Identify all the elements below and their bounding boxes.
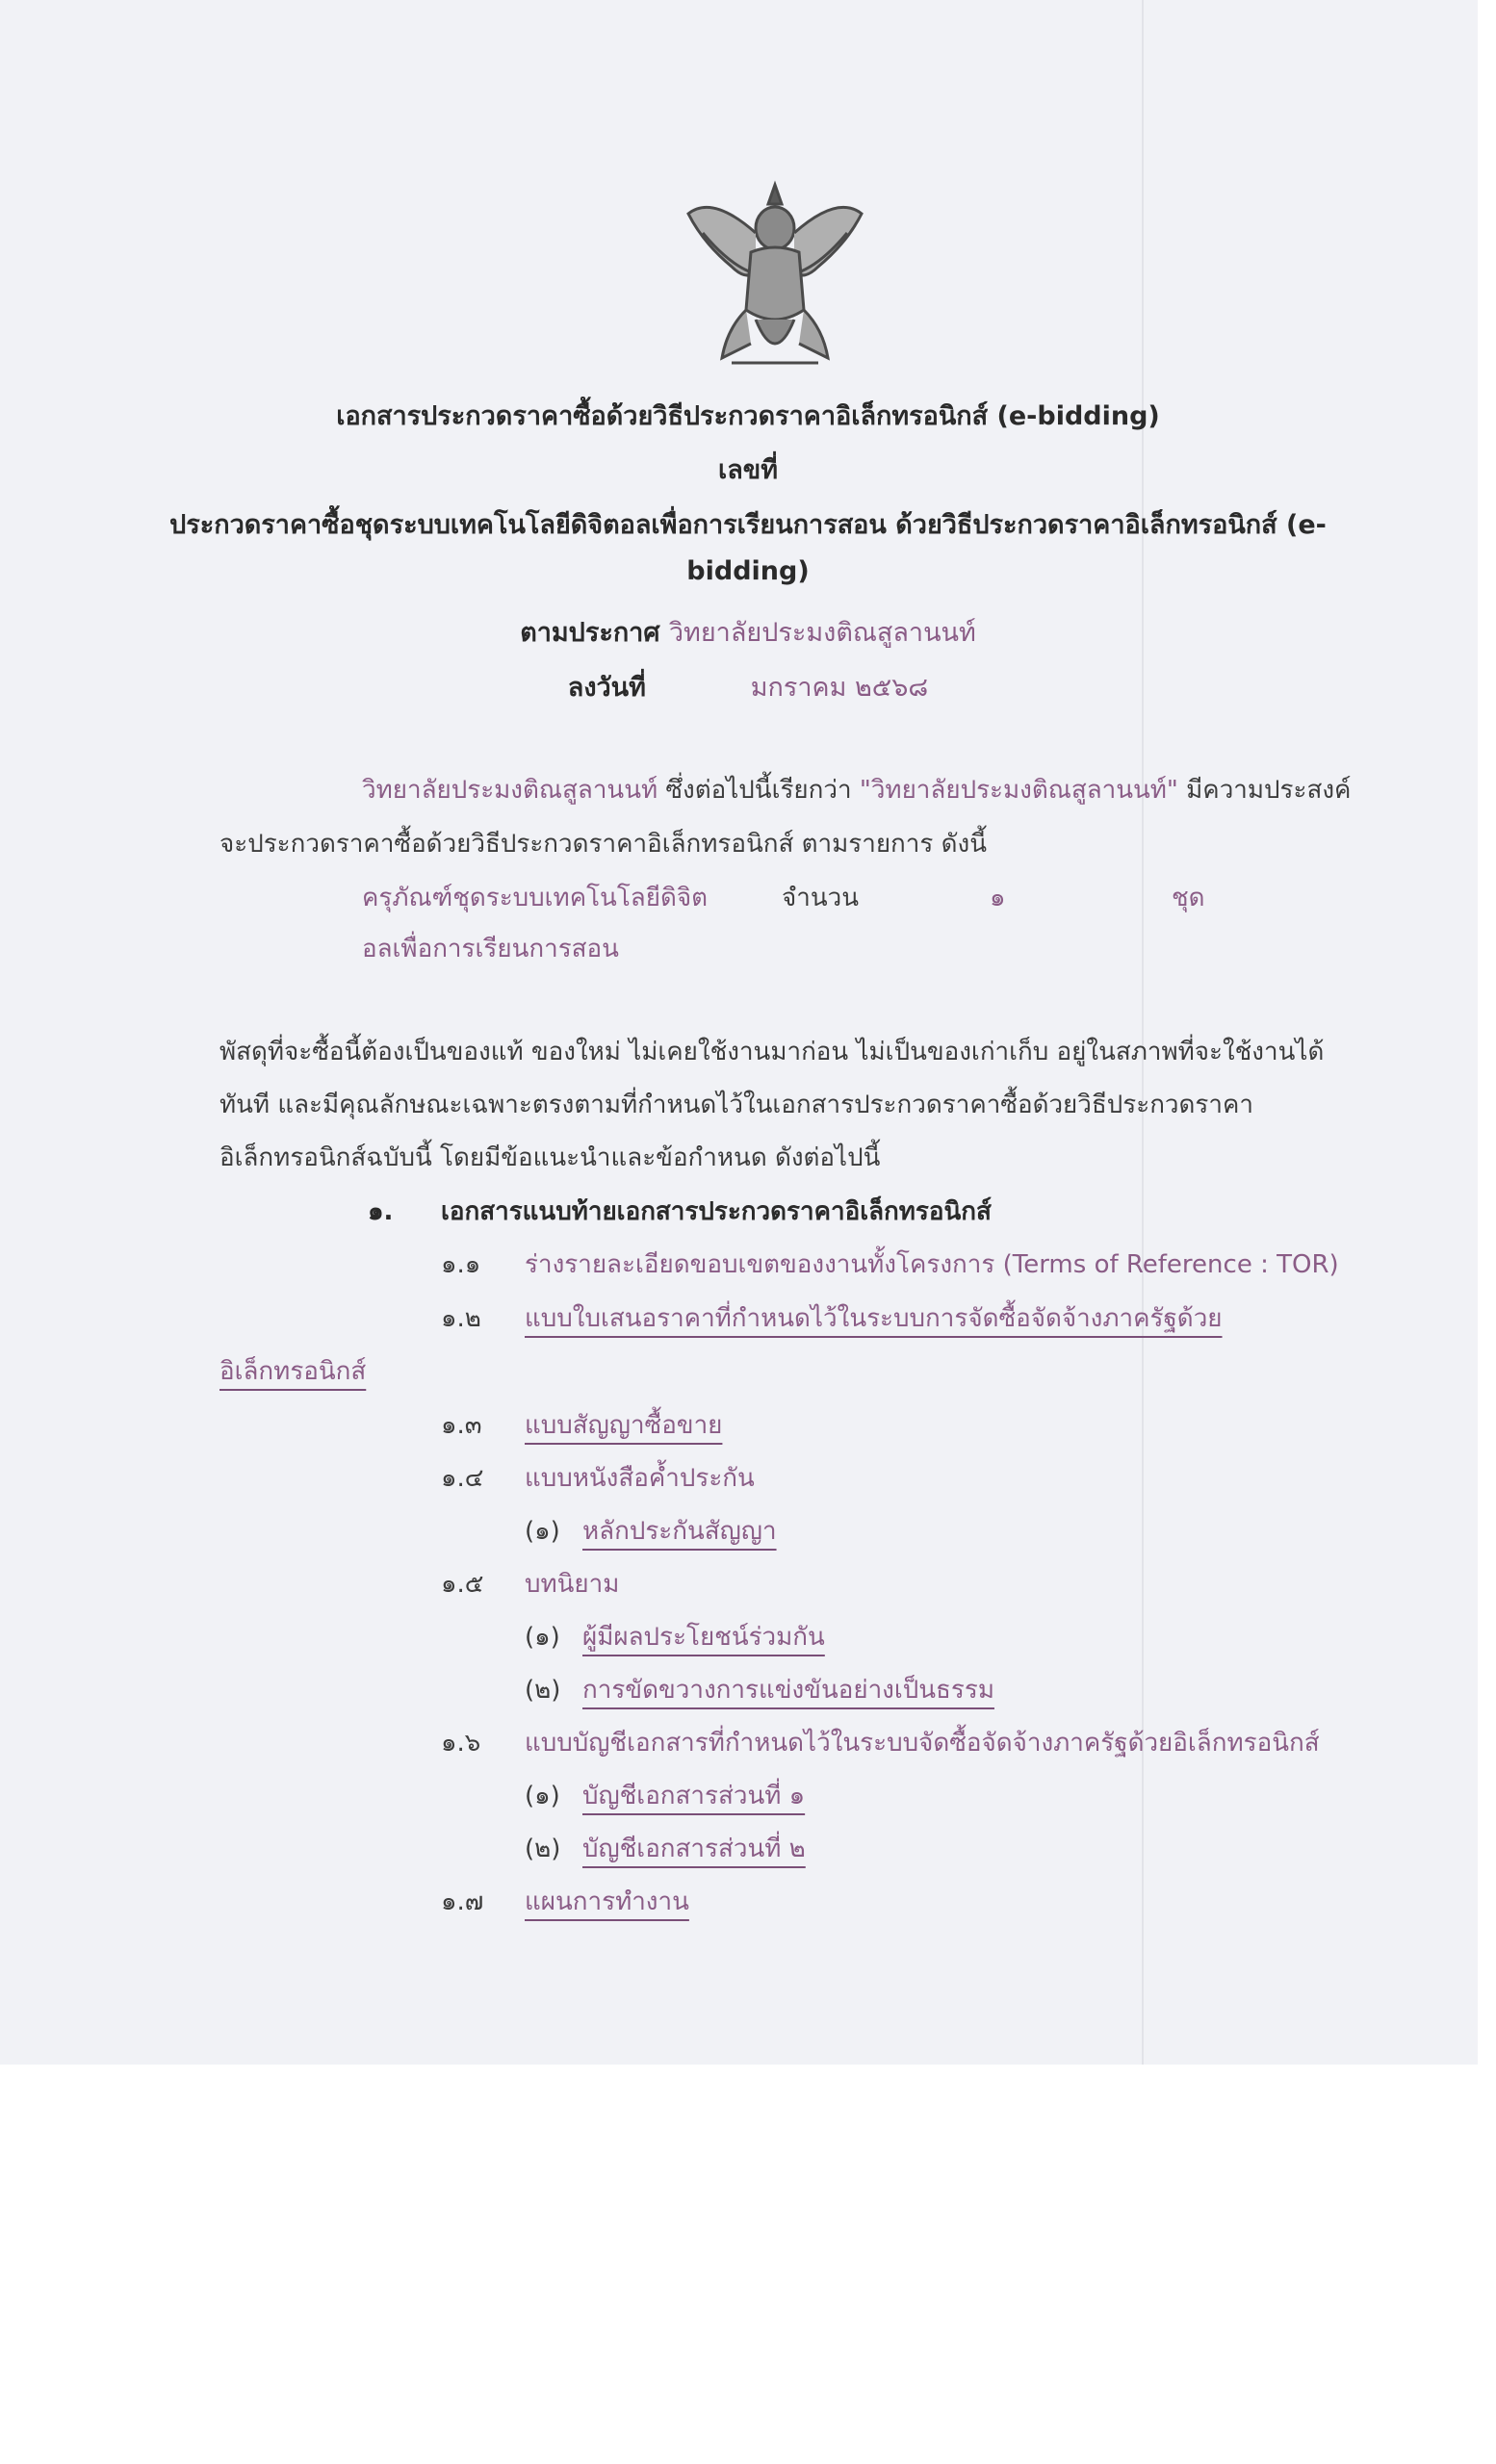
number-label: เลขที่ — [717, 455, 779, 485]
item-1-7-text: แผนการทำงาน — [525, 1887, 689, 1916]
intro-line-1 — [362, 770, 1351, 809]
intro-line-2: จะประกวดราคาซื้อด้วยวิธีประกวดราคาอิเล็กทรอนิกส์ ตามรายการ ดังนี้ — [219, 830, 987, 859]
intro-end: มีความประสงค์ — [1177, 776, 1352, 805]
item-1-4-number: ๑.๔ — [441, 1464, 484, 1493]
item-1-5-sub-1-text: ผู้มีผลประโยชน์ร่วมกัน — [582, 1623, 825, 1652]
item-qty-label: จำนวน — [782, 884, 859, 912]
announcement-line — [0, 611, 1496, 653]
intro-mid: ซึ่งต่อไปนี้เรียกว่า — [658, 776, 860, 805]
item-1-3-number: ๑.๓ — [441, 1411, 482, 1440]
date-line — [0, 666, 1496, 707]
section-1-number: ๑. — [368, 1197, 394, 1226]
item-1-3-text: แบบสัญญาซื้อขาย — [525, 1411, 723, 1440]
section-1-title: เอกสารแนบท้ายเอกสารประกวดราคาอิเล็กทรอนิกส์ — [441, 1197, 992, 1226]
announce-org: วิทยาลัยประมงติณสูลานนท์ — [668, 618, 976, 648]
item-1-4-sub-1-number: (๑) — [525, 1517, 560, 1546]
item-1-5-text: บทนิยาม — [525, 1570, 620, 1599]
subject-line-1: ประกวดราคาซื้อชุดระบบเทคโนโลยีดิจิตอลเพื่อการเรียนการสอน ด้วยวิธีประกวดราคาอิเล็กทรอนิกส์ (e- — [169, 510, 1327, 540]
item-1-5-sub-2-text: การขัดขวางการแข่งขันอย่างเป็นธรรม — [582, 1676, 994, 1705]
body-line-3: อิเล็กทรอนิกส์ฉบับนี้ โดยมีข้อแนะนำและข้อกำหนด ดังต่อไปนี้ — [219, 1143, 881, 1172]
subject-line-2: bidding) — [686, 556, 810, 586]
announce-prefix: ตามประกาศ — [520, 618, 660, 648]
document-title: เอกสารประกวดราคาซื้อด้วยวิธีประกวดราคาอิเล็กทรอนิกส์ (e-bidding) — [336, 401, 1160, 431]
item-1-6-number: ๑.๖ — [441, 1729, 481, 1758]
item-1-6-sub-1-text: บัญชีเอกสารส่วนที่ ๑ — [582, 1782, 806, 1810]
item-1-5-number: ๑.๕ — [441, 1570, 484, 1599]
date-label: ลงวันที่ — [567, 673, 646, 703]
item-name-line-2: อลเพื่อการเรียนการสอน — [362, 935, 619, 963]
garuda-emblem-icon — [674, 175, 876, 377]
item-1-6-sub-2-text: บัญชีเอกสารส่วนที่ ๒ — [582, 1835, 806, 1863]
item-1-2-text: แบบใบเสนอราคาที่กำหนดไว้ในระบบการจัดซื้อจัดจ้างภาครัฐด้วย — [525, 1304, 1223, 1333]
item-1-2-continuation: อิเล็กทรอนิกส์ — [219, 1357, 367, 1386]
item-unit: ชุด — [1172, 884, 1205, 912]
intro-quoted-org: "วิทยาลัยประมงติณสูลานนท์" — [859, 776, 1178, 805]
item-1-6-text: แบบบัญชีเอกสารที่กำหนดไว้ในระบบจัดซื้อจัดจ้างภาครัฐด้วยอิเล็กทรอนิกส์ — [525, 1729, 1320, 1758]
date-value: มกราคม ๒๕๖๘ — [750, 673, 929, 703]
item-1-5-sub-2-number: (๒) — [525, 1676, 561, 1705]
body-line-2: ทันที และมีคุณลักษณะเฉพาะตรงตามที่กำหนดไว้ในเอกสารประกวดราคาซื้อด้วยวิธีประกวดราคา — [219, 1091, 1253, 1119]
item-qty: ๑ — [990, 884, 1006, 912]
item-1-4-text: แบบหนังสือค้ำประกัน — [525, 1464, 755, 1493]
body-line-1: พัสดุที่จะซื้อนี้ต้องเป็นของแท้ ของใหม่ ไม่เคยใช้งานมาก่อน ไม่เป็นของเก่าเก็บ อยู่ในสภาพที่จะใช้งานได้ — [219, 1038, 1325, 1066]
item-1-7-number: ๑.๗ — [441, 1887, 484, 1916]
item-1-1-text: ร่างรายละเอียดขอบเขตของงานทั้งโครงการ (Terms of Reference : TOR) — [525, 1250, 1339, 1279]
item-1-4-sub-1-text: หลักประกันสัญญา — [582, 1517, 777, 1546]
item-1-6-sub-2-number: (๒) — [525, 1835, 561, 1863]
intro-org: วิทยาลัยประมงติณสูลานนท์ — [362, 776, 658, 805]
item-1-1-number: ๑.๑ — [441, 1250, 481, 1279]
item-1-2-number: ๑.๒ — [441, 1304, 481, 1333]
item-name-line-1: ครุภัณฑ์ชุดระบบเทคโนโลยีดิจิต — [362, 884, 708, 912]
item-1-6-sub-1-number: (๑) — [525, 1782, 560, 1810]
item-1-5-sub-1-number: (๑) — [525, 1623, 560, 1652]
